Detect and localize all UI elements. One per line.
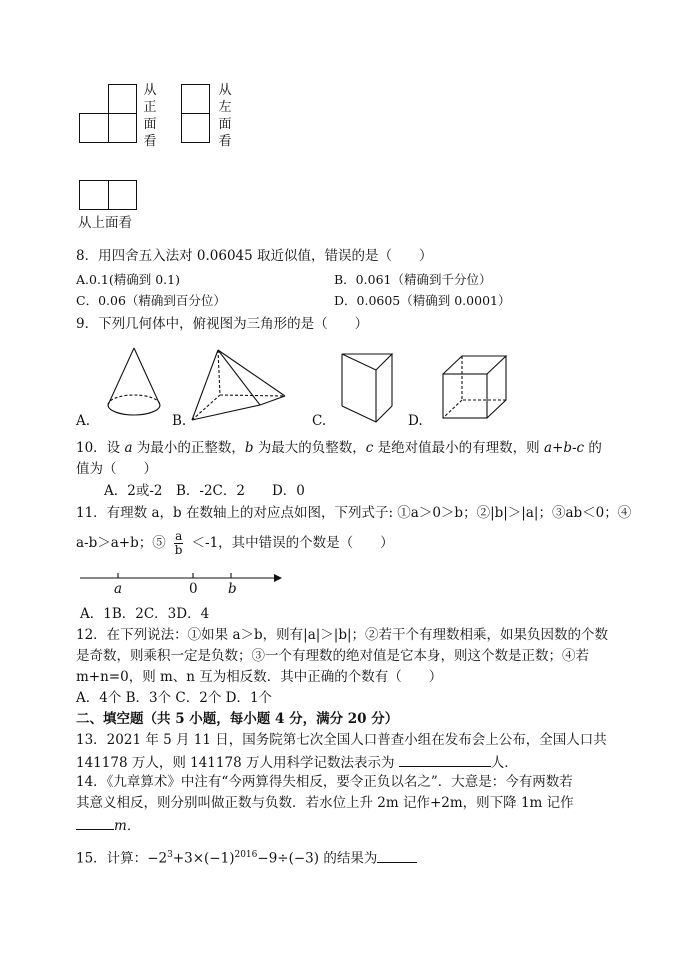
q13-stem-line2: 141178 万人，则 141178 万人用科学记数法表示为 人． [76,752,518,772]
q14-answer-blank[interactable] [76,815,114,830]
front-view-cell [79,113,109,143]
q8-stem: 8．用四舍五入法对 0.06045 取近似值，错误的是（ ） [76,248,433,264]
q9-label-b: B. [172,413,187,429]
q11-options: A．1B．2C．3D．4 [80,606,210,622]
q8-option-d: D．0.0605（精确到 0.0001） [334,293,511,308]
left-view-cell [181,84,210,114]
q9-solids-figure [70,340,530,432]
left-view-cell [181,113,210,143]
q8-option-a: A.0.1(精确到 0.1) [76,272,180,287]
cube-shape [443,356,506,418]
q9-stem: 9．下列几何体中，俯视图为三角形的是（ ） [76,316,369,332]
q8-option-b: B．0.061（精确到千分位） [334,272,492,287]
q10-stem-line2: 值为（ ） [76,461,157,477]
top-view-cell [79,180,109,210]
axis-label-a: a [114,581,123,597]
front-view-label: 从 正 面 看 [143,83,157,149]
q14-stem-line2: 其意义相反，则分别叫做正数与负数．若水位上升 2m 记作+2m，则下降 1m 记作 [76,795,574,811]
q12-stem-line3: m+n=0，则 m、n 互为相反数．其中正确的个数有（ ） [76,669,443,685]
number-line [76,570,286,592]
section-heading: 二、填空题（共 5 小题，每小题 4 分，满分 20 分） [76,711,399,727]
q13-stem-line1: 13．2021 年 5 月 11 日，国务院第七次全国人口普查小组在发布会上公布，全国人口共 [76,732,607,748]
q11-stem-line2: a-b＞a+b；⑤ $\frac{a}{b}$ ＜-1，其中错误的个数是（ ） [76,529,394,557]
q11-fraction: $\frac{a}{b}$ [174,529,183,557]
q13-answer-blank[interactable] [399,752,491,767]
q10-options: A．2或-2 B．-2C．2 D．0 [104,483,305,499]
front-view-cell [108,113,137,143]
axis-label-b: b [228,581,237,597]
top-view-cell [108,180,137,210]
top-view-label: 从上面看 [78,215,132,231]
q10-stem-line1: 10．设 a 为最小的正整数，b 为最大的负整数，c 是绝对值最小的有理数，则 a+b-c 的 [76,440,602,456]
q9-label-d: D. [408,413,423,429]
q14-stem-line1: 14．《九章算术》中注有“今两算得失相反，要令正负以名之”．大意是：今有两数若 [76,774,573,790]
q15-stem: 15．计算：$-2^3+3\times(-1)^{2016}-9\div(-3)$ 的结果为 [76,846,417,868]
q9-label-c: C. [312,413,327,429]
axis-label-zero: 0 [189,581,198,597]
triangular-prism-shape [342,354,392,422]
left-view-label: 从 左 面 看 [218,83,232,149]
q12-options: A．4个 B．3个 C．2个 D．1个 [76,690,273,706]
q12-stem-line1: 12．在下列说法：①如果 a＞b，则有|a|＞|b|；②若干个有理数相乘，如果负因数的个数 [76,627,609,643]
pyramid-shape [192,350,285,420]
q15-answer-blank[interactable] [377,848,417,863]
q11-stem-line1: 11．有理数 a，b 在数轴上的对应点如图，下列式子: ①a＞0＞b；②|b|＞|a|；③ab＜0；④ [76,505,632,521]
q14-stem-line3: m． [76,815,140,835]
q8-option-c: C．0.06（精确到百分位） [76,293,226,308]
q12-stem-line2: 是奇数，则乘积一定是负数；③一个有理数的绝对值是它本身，则这个数是正数；④若 [76,648,589,664]
cone-shape [108,348,160,415]
q9-label-a: A. [76,413,91,429]
front-view-cell [108,84,137,114]
